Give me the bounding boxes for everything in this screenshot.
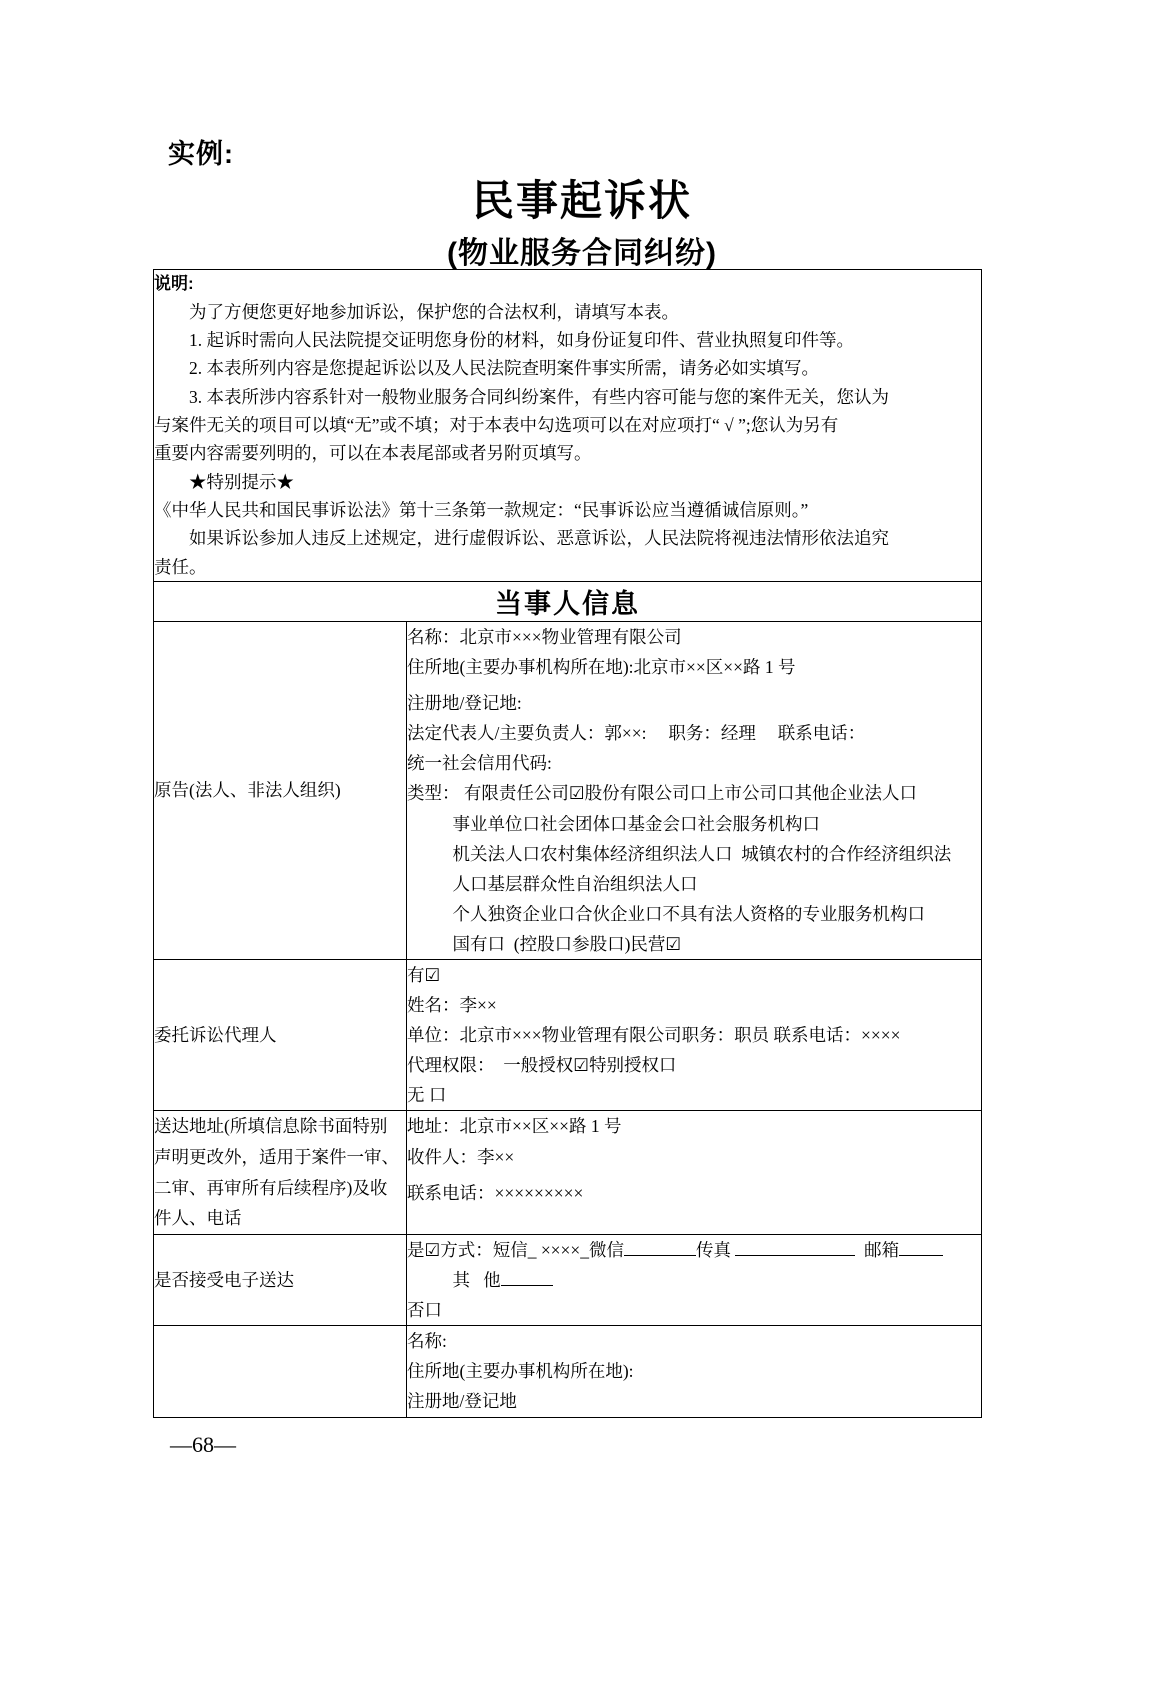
- other-blank[interactable]: [501, 1285, 553, 1286]
- agent-row: [154, 960, 982, 1111]
- plaintiff-type-line-2[interactable]: 事业单位口社会团体口基金会口社会服务机构口: [452, 813, 820, 834]
- agent-label: 委托诉讼代理人: [154, 960, 407, 1111]
- agent-unit: 单位：北京市×××物业管理有限公司职务：职员 联系电话：××××: [407, 1025, 901, 1046]
- instruction-line-9: 责任。: [154, 556, 207, 577]
- plaintiff-row: [154, 621, 982, 959]
- document-subtitle: (物业服务合同纠纷): [447, 237, 717, 270]
- email-blank[interactable]: [899, 1255, 943, 1256]
- instruction-line-2: 2. 本表所列内容是您提起诉讼以及人民法院查明案件事实所需，请务必如实填写。: [189, 358, 819, 379]
- instruction-line-8: 如果诉讼参加人违反上述规定，进行虚假诉讼、恶意诉讼，人民法院将视违法情形依法追究: [189, 528, 889, 549]
- electronic-service-label: 是否接受电子送达: [154, 1234, 407, 1325]
- fax-label: 传真: [696, 1239, 732, 1260]
- defendant-row: [154, 1326, 982, 1417]
- electronic-service-row: [154, 1234, 982, 1325]
- electronic-service-no-line[interactable]: 否口: [407, 1300, 442, 1321]
- instruction-line-7: 《中华人民共和国民事诉讼法》第十三条第一款规定：“民事诉讼应当遵循诚信原则。”: [154, 499, 809, 520]
- service-address-row: [154, 1111, 982, 1235]
- instructions-row: [154, 270, 982, 582]
- service-address-label-line-3: 件人、电话: [154, 1208, 242, 1229]
- civil-complaint-form: [153, 269, 982, 1418]
- plaintiff-label: 原告(法人、非法人组织): [154, 621, 407, 959]
- instructions-block: [154, 270, 981, 581]
- service-address-label-line-0: 送达地址(所填信息除书面特别: [154, 1116, 388, 1137]
- defendant-name: 名称:: [407, 1331, 447, 1352]
- defendant-label: [154, 1326, 407, 1417]
- example-label: 实例:: [168, 139, 234, 169]
- plaintiff-type-line-6[interactable]: 国有口 (控股口参股口)民营☑: [452, 933, 682, 954]
- service-address-address: 地址：北京市××区××路 1 号: [407, 1116, 622, 1137]
- section-heading-row: [154, 581, 982, 621]
- instruction-line-5: 重要内容需要列明的，可以在本表尾部或者另附页填写。: [154, 443, 592, 464]
- service-address-phone: 联系电话：×××××××××: [407, 1182, 584, 1203]
- spacer: [407, 1208, 981, 1234]
- section-heading-parties: 当事人信息: [154, 581, 982, 621]
- service-address-label-line-1: 声明更改外，适用于案件一审、: [154, 1147, 399, 1168]
- plaintiff-name: 名称：北京市×××物业管理有限公司: [407, 626, 682, 647]
- agent-has-checkbox-line[interactable]: 有☑: [407, 965, 441, 985]
- page-number: —68—: [170, 1432, 236, 1457]
- instruction-line-3: 3. 本表所涉内容系针对一般物业服务合同纠纷案件，有些内容可能与您的案件无关，您认为: [189, 386, 889, 407]
- agent-none-checkbox-line[interactable]: 无 口: [407, 1085, 447, 1106]
- other-label: 其 他: [452, 1270, 501, 1291]
- electronic-service-yes-line[interactable]: [407, 1235, 981, 1265]
- defendant-value-cell: [407, 1326, 982, 1417]
- plaintiff-address: 住所地(主要办事机构所在地):北京市××区××路 1 号: [407, 657, 796, 678]
- agent-value-cell: [407, 960, 982, 1111]
- electronic-service-other-line[interactable]: [407, 1265, 981, 1295]
- service-address-label-line-2: 二审、再审所有后续程序)及收: [154, 1177, 388, 1198]
- instruction-line-1: 1. 起诉时需向人民法院提交证明您身份的材料，如身份证复印件、营业执照复印件等。: [189, 329, 854, 350]
- document-title: 民事起诉状: [471, 177, 692, 224]
- instructions-cell: [154, 270, 982, 582]
- email-label: 邮箱: [864, 1239, 900, 1260]
- plaintiff-credit-code: 统一社会信用代码:: [407, 753, 552, 774]
- plaintiff-legal-representative: 法定代表人/主要负责人：郭××: 职务：经理 联系电话：: [407, 723, 866, 744]
- service-address-label: [154, 1111, 407, 1235]
- plaintiff-type-line-4[interactable]: 人口基层群众性自治组织法人口: [452, 873, 698, 894]
- agent-authority[interactable]: 代理权限： 一般授权☑特别授权口: [407, 1055, 677, 1076]
- plaintiff-type-line-5[interactable]: 个人独资企业口合伙企业口不具有法人资格的专业服务机构口: [452, 903, 925, 924]
- service-address-recipient: 收件人：李××: [407, 1146, 515, 1167]
- fax-blank[interactable]: [735, 1255, 855, 1256]
- service-address-value-cell: [407, 1111, 982, 1235]
- plaintiff-value-cell: [407, 621, 982, 959]
- agent-name: 姓名：李××: [407, 995, 497, 1016]
- instruction-line-4: 与案件无关的项目可以填“无”或不填；对于本表中勾选项可以在对应项打“ √ ”;您认为另有: [154, 414, 839, 435]
- plaintiff-type-line-3[interactable]: 机关法人口农村集体经济组织法人口 城镇农村的合作经济组织法: [452, 843, 952, 864]
- defendant-address: 住所地(主要办事机构所在地):: [407, 1361, 634, 1382]
- wechat-blank[interactable]: [624, 1255, 696, 1256]
- electronic-service-yes-prefix: 是☑方式：短信_ ××××_微信: [407, 1239, 625, 1260]
- plaintiff-register-place: 注册地/登记地:: [407, 693, 522, 714]
- defendant-register-place: 注册地/登记地: [407, 1391, 517, 1412]
- instruction-line-6: ★特别提示★: [189, 471, 294, 492]
- instruction-line-0: 为了方便您更好地参加诉讼，保护您的合法权利，请填写本表。: [189, 301, 679, 322]
- plaintiff-type-line-1[interactable]: 类型： 有限责任公司☑股份有限公司口上市公司口其他企业法人口: [407, 783, 918, 804]
- electronic-service-value-cell: [407, 1234, 982, 1325]
- instructions-heading: 说明:: [154, 274, 194, 293]
